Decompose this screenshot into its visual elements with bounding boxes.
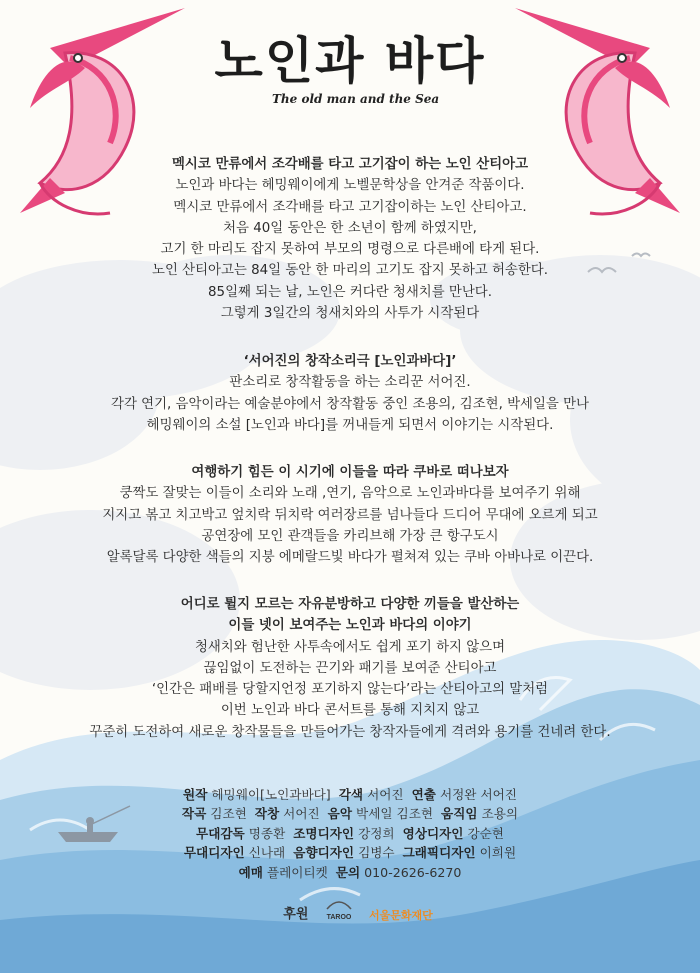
seoul-foundation-logo [367, 895, 433, 929]
section-heading: 멕시코 만류에서 조각배를 타고 고기잡이 하는 노인 산티아고 [171, 157, 528, 172]
credit-label: 음악 [327, 806, 353, 822]
sponsor-block [0, 895, 700, 929]
body-line: 알록달록 다양한 색들의 지붕 에메랄드빛 바다가 펼쳐져 있는 쿠바 아바나로 이끈다. [106, 550, 594, 566]
credit-value: 이희원 [479, 845, 517, 861]
credit-label: 각색 [338, 787, 364, 802]
title-block [0, 30, 700, 92]
credits-row [0, 824, 700, 843]
credits [0, 785, 700, 882]
section-heading: 여행하기 힘든 이 시기에 이들을 따라 쿠바로 떠나보자 [191, 465, 509, 480]
svg-text:TAROO: TAROO [326, 914, 351, 921]
credit-value: 조용의 [481, 806, 519, 822]
credit-value: 서어진 [283, 806, 320, 822]
credit-value: 김조현 [210, 806, 247, 822]
page-title: 노인과 바다 [214, 32, 486, 90]
credits-row [0, 804, 700, 823]
credit-label: 음향디자인 [293, 845, 355, 861]
credits-row [0, 843, 700, 862]
credit-label: 연출 [411, 787, 436, 802]
body-line: 그렇게 3일간의 청새치와의 사투가 시작된다 [220, 306, 480, 322]
credit-value: 강순현 [467, 825, 504, 841]
credit-label: 그래픽디자인 [402, 845, 476, 861]
page-subtitle-english: The old man and the Sea [272, 92, 440, 106]
section-heading: 어디로 튈지 모르는 자유분방하고 다양한 끼들을 발산하는 [180, 597, 520, 612]
creative-section [0, 351, 700, 436]
journey-section [0, 462, 700, 568]
body-line: 헤밍웨이의 소설 [노인과 바다]를 꺼내들게 되면서 이야기는 시작된다. [146, 417, 554, 433]
section-heading-2: 이들 넷이 보여주는 노인과 바다의 이야기 [228, 618, 472, 634]
body-line: 지지고 볶고 치고박고 엎치락 뒤치락 여러장르를 넘나들다 드디어 무대에 오르게 되고 [102, 507, 598, 523]
body-line: 노인과 바다는 헤밍웨이에게 노벨문학상을 안겨준 작품이다. [175, 178, 525, 194]
credits-row [0, 863, 700, 882]
svg-text:서울문화재단: 서울문화재단 [368, 909, 433, 922]
credit-label: 작창 [254, 806, 280, 822]
body-line: 청새치와 험난한 사투속에서도 쉽게 포기 하지 않으며 [194, 639, 506, 655]
inquiry-phone[interactable]: 010-2626-6270 [364, 864, 462, 880]
body-line: 쿵짝도 잘맞는 이들이 소리와 노래 ,연기, 음악으로 노인과바다를 보여주기 위해 [119, 486, 581, 502]
credit-label: 작곡 [181, 806, 207, 822]
credit-label: 무대감독 [196, 825, 245, 841]
sponsor-label: 후원 [283, 906, 309, 922]
credit-value: 박세일 김조현 [356, 806, 434, 822]
credit-value: 김병수 [358, 845, 395, 861]
credit-label: 원작 [183, 787, 208, 802]
credit-value: 신나래 [248, 845, 286, 861]
synopsis-section [0, 154, 700, 324]
taroo-logo [321, 899, 357, 925]
ticket-label: 예매 [238, 864, 263, 880]
body-line: 85일째 되는 날, 노인은 커다란 청새치를 만난다. [208, 284, 492, 300]
credit-label: 움직임 [441, 806, 478, 822]
credit-value: 서어진 [367, 787, 404, 802]
credit-value: 강정희 [358, 825, 395, 841]
body-line: 멕시코 만류에서 조각배를 타고 고기잡이하는 노인 산티아고. [173, 199, 527, 215]
inquiry-label: 문의 [335, 864, 361, 880]
body-line: 이번 노인과 바다 콘서트를 통해 지치지 않고 [220, 703, 480, 719]
body-line: 꾸준히 도전하여 새로운 창작물들을 만들어가는 창작자들에게 격려와 용기를 건네려 한다. [89, 724, 611, 740]
body-line: 노인 산티아고는 84일 동안 한 마리의 고기도 잡지 못하고 허송한다. [152, 263, 548, 279]
body-line: 처음 40일 동안은 한 소년이 함께 하였지만, [223, 220, 477, 236]
message-section [0, 594, 700, 743]
body-line: 판소리로 창작활동을 하는 소리꾼 서어진. [229, 375, 471, 391]
credit-label: 조명디자인 [293, 825, 355, 841]
credit-value: 헤밍웨이[노인과바다] [211, 787, 331, 802]
credit-label: 무대디자인 [183, 845, 245, 861]
body-line: ‘인간은 패배를 당할지언정 포기하지 않는다’라는 산티아고의 말처럼 [151, 682, 549, 698]
ticket-value[interactable]: 플레이티켓 [266, 864, 328, 880]
credit-value: 서정완 서어진 [439, 787, 517, 802]
body-line: 고기 한 마리도 잡지 못하여 부모의 명령으로 다른배에 타게 된다. [160, 242, 540, 258]
body-line: 각각 연기, 음악이라는 예술분야에서 창작활동 중인 조용의, 김조현, 박세일을 만나 [111, 396, 589, 412]
credits-row [0, 785, 700, 804]
credit-value: 명종환 [248, 825, 286, 841]
body-line: 끊임없이 도전하는 끈기와 패기를 보여준 산티아고 [203, 660, 497, 676]
credit-label: 영상디자인 [402, 825, 464, 841]
section-heading: ‘서어진의 창작소리극 [노인과바다]’ [243, 354, 457, 369]
body-line: 공연장에 모인 관객들을 카리브해 가장 큰 항구도시 [201, 528, 499, 544]
